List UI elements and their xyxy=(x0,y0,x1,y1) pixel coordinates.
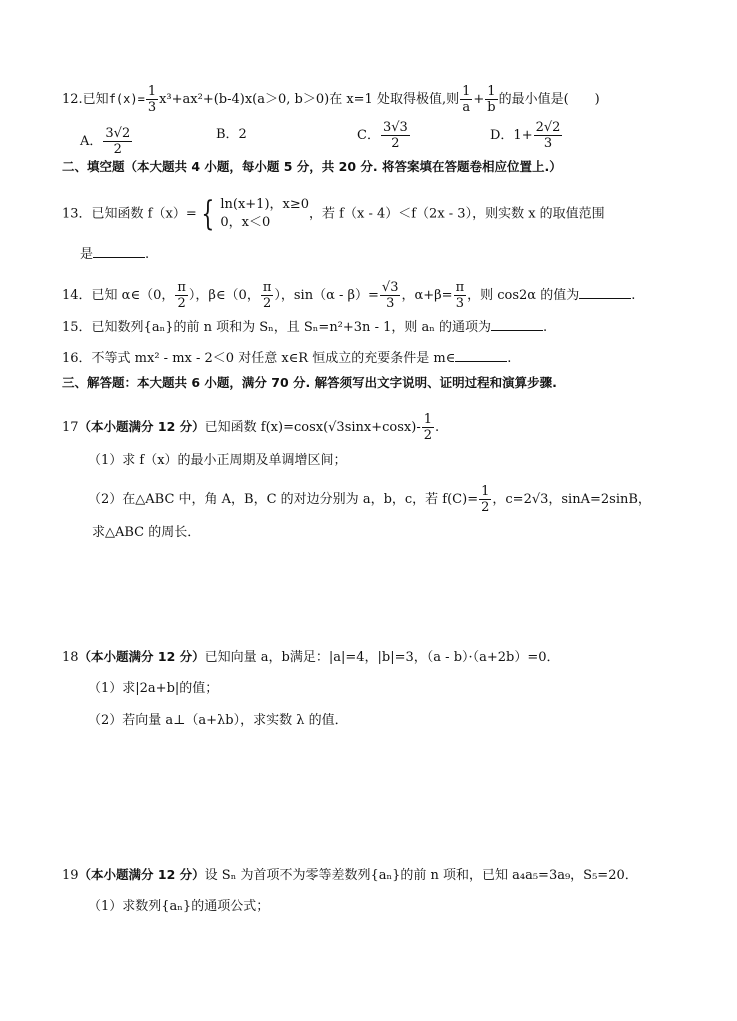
q17-part-2: （2）在△ABC 中，角 A，B，C 的对边分别为 a，b，c，若 f(C)= $\frac{1}{2}$ ，c=2√3，sinA=2sinB， xyxy=(88,484,651,515)
q19-score-heading: （本小题满分 12 分） xyxy=(78,867,205,882)
question-18: 18（本小题满分 12 分）已知向量 a，b满足：|a|=4，|b|=3，（a - b）·（a+2b）=0． xyxy=(62,649,560,665)
q14-fraction-pi-3: $\frac{\pi}{3}$ xyxy=(455,280,465,311)
q13-blank xyxy=(93,245,145,258)
q18-part-2: （2）若向量 a⊥（a+λb），求实数 λ 的值． xyxy=(88,713,348,728)
question-14: 14．已知 α∈（0， $\frac{\pi}{2}$ ），β∈（0， $\frac{\pi}{2}$ ），sin（α - β）= $\frac{√3}{3}$ ，α+β= $\frac{\pi}{3}$ ，则 cos2α 的值为 . xyxy=(62,280,636,311)
q12-func: f(x)= xyxy=(108,92,145,106)
q17-score-heading: （本小题满分 12 分） xyxy=(78,419,205,434)
q12-option-b: B．2 xyxy=(216,127,247,142)
q18-score-heading: （本小题满分 12 分） xyxy=(78,649,205,664)
q12-plus: + xyxy=(473,92,485,107)
question-12 xyxy=(62,84,600,115)
q12-option-c: C． $\frac{3√3}{2}$ xyxy=(357,120,408,151)
q13-row-2: 0，x＜0 xyxy=(220,215,271,230)
q14-fraction-pi-2: $\frac{\pi}{2}$ xyxy=(177,280,186,311)
q12-options xyxy=(80,120,680,156)
q18-part-1: （1）求|2a+b|的值； xyxy=(88,681,219,696)
q14-fraction-root3-3: $\frac{√3}{3}$ xyxy=(381,280,399,311)
q12-option-a: A． $\frac{3√2}{2}$ xyxy=(80,126,131,157)
q12-fraction-1-a: $\frac{1}{a}$ xyxy=(462,84,471,115)
question-17: 17（本小题满分 12 分）已知函数 f(x)=cosx(√3sinx+cosx)- $\frac{1}{2}$ . xyxy=(62,412,440,443)
q12-tail: 的最小值是( ) xyxy=(498,92,600,107)
q13-piecewise: { ln(x+1)，x≥0 0，x＜0 xyxy=(201,194,310,234)
q15-blank xyxy=(491,318,543,331)
q19-part-1: （1）求数列{aₙ}的通项公式； xyxy=(88,899,270,914)
q13-line-2: 是 . xyxy=(80,247,150,262)
question-19: 19（本小题满分 12 分）设 Sₙ 为首项不为零等差数列{aₙ}的前 n 项和，已知 a₄a₅=3a₉，S₅=20． xyxy=(62,867,638,883)
q12-fraction-1-3: $\frac{1}{3}$ xyxy=(147,84,157,115)
question-15: 15．已知数列{aₙ}的前 n 项和为 Sₙ，且 Sₙ=n²+3n - 1，则 aₙ 的通项为 . xyxy=(62,320,548,335)
q13-row-1: ln(x+1)，x≥0 xyxy=(220,197,310,212)
section-3-heading: 三、解答题：本大题共 6 小题，满分 70 分. 解答须写出文字说明、证明过程和演算步骤. xyxy=(62,375,557,390)
q17-fraction-1-2: $\frac{1}{2}$ xyxy=(423,412,432,443)
q13-tail: ，若 f（x - 4）＜f（2x - 3），则实数 x 的取值范围 xyxy=(309,206,605,222)
q16-blank xyxy=(455,349,507,362)
q12-prefix: 12.已知 xyxy=(62,92,109,107)
question-13 xyxy=(62,196,605,232)
q12-mid: x³+ax²+(b-4)x(a＞0, b＞0)在 x=1 处取得极值,则 xyxy=(159,92,460,107)
section-2-heading: 二、填空题（本大题共 4 小题，每小题 5 分，共 20 分. 将答案填在答题卷相应位置上.） xyxy=(62,159,562,174)
q17-part-2-cont: 求△ABC 的周长． xyxy=(92,525,201,540)
q12-fraction-1-b: $\frac{1}{b}$ xyxy=(487,84,496,115)
q17-part-1: （1）求 f（x）的最小正周期及单调增区间； xyxy=(88,453,347,468)
q12-option-d: D．1+ $\frac{2√2}{3}$ xyxy=(490,120,561,151)
q14-blank xyxy=(579,286,631,299)
q14-fraction-pi-2b: $\frac{\pi}{2}$ xyxy=(262,280,272,311)
question-16: 16．不等式 mx² - mx - 2＜0 对任意 x∈R 恒成立的充要条件是 m∈ . xyxy=(62,351,512,366)
q13-prefix: 13．已知函数 f（x）= xyxy=(62,206,197,222)
q17-fraction-part2: $\frac{1}{2}$ xyxy=(481,484,490,515)
